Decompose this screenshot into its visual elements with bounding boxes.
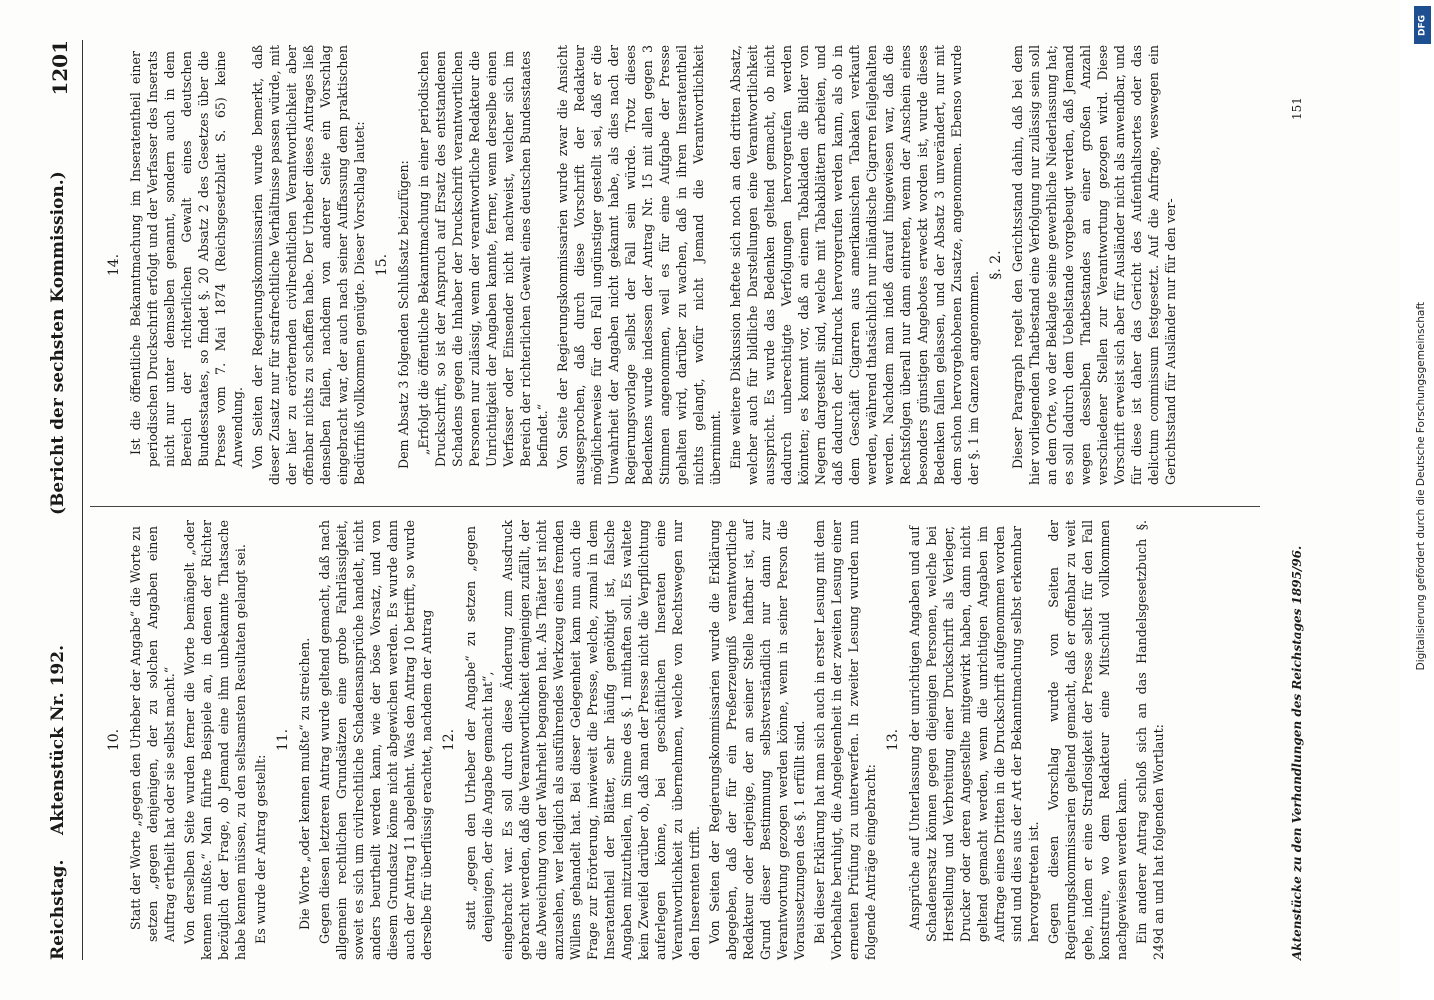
paragraph: Von Seiten der Regierungskommissarien wurde bemerkt, daß dieser Zusatz nur für strafrechtliche Verhältnisse passen würde, mit der hier zu erörternden civilrechtlichen Verantwortlichkeit aber offenbar nichts zu schaffen habe. Der Urheber dieses Antrages ließ denselben fallen, nachdem von anderer Seite ein Vorschlag eingebracht war, der auch nach seiner Auffassung dem praktischen Bedürfniß vollkommen genügte. Dieser Vorschlag lautet: [250,45,367,485]
paragraph: Ansprüche auf Unterlassung der unrichtigen Angaben und auf Schadenersatz können gegen diejenigen Personen, welche bei Herstellung und Verbreitung einer Druckschrift als Verleger, Drucker oder deren Angestellte mitgewirkt haben, dann nicht geltend gemacht werden, wenn die unrichtigen Angaben im Auftrage eines Dritten in die Druckschrift aufgenommen worden sind und dies aus der Art der Bekanntmachung selbst erkennbar hervorgetreten ist. [907,526,1041,942]
paragraph: Statt der Worte „gegen den Urheber der Angabe“ die Worte zu setzen „gegen denjenigen, der zu solchen Angaben einen Auftrag ertheilt hat oder sie selbst macht.“ [128,526,177,942]
page-number: 1201 [48,40,72,96]
paragraph: Ein anderer Antrag schloß sich an das Handelsgesetzbuch §. 249d an und hat folgenden Wortlaut: [1134,520,1166,960]
section-number-10: 10. [106,728,122,752]
header-reichstag: Reichstag. [48,859,68,960]
dfg-side-stamp [1412,0,1434,1000]
section-number-15: 15. [374,253,390,277]
paragraph: Die Worte „oder kennen mußte“ zu streichen. [297,637,312,930]
paragraph: Bei dieser Erklärung hat man sich auch in erster Lesung mit dem Vorbehalte beruhigt, die Angelegenheit in der zweiten Lesung einer erneuten Prüfung zu unterwerfen. In zweiter Lesung wurden nun folgende Anträge eingebracht: [812,520,878,960]
dfg-funding-note: Digitalisierung gefördert durch die Deutsche Forschungsgemeinschaft [1415,301,1427,670]
right-column [100,45,1182,485]
paragraph: Von Seite der Regierungskommissarien wurde zwar die Ansicht ausgesprochen, daß durch diese Vorschrift der Redakteur möglicherweise für den Fall ungünstiger gestellt sei, daß er die Unwahrheit der Angaben nicht gekannt habe, als dies nach der Regierungsvorlage selbst der Fall sein würde. Trotz dieses Bedenkens wurde indessen der Antrag Nr. 15 mit allen gegen 3 Stimmen angenommen, weil es für eine Aufgabe der Presse gehalten wird, darüber zu wachen, daß in ihren Inseratentheil nichts gelangt, wofür nicht Jemand die Verantwortlichkeit übernimmt. [555,45,723,485]
paragraph: Dieser Paragraph regelt den Gerichtsstand dahin, daß bei dem hier vorliegenden Thatbestand eine Verfolgung nur zulässig sein soll an dem Orte, wo der Beklagte seine gewerbliche Niederlassung hat; es soll dadurch dem Uebelstande vorgebeugt werden, daß Jemand wegen desselben Thatbestandes an einer großen Anzahl verschiedener Stellen zur Verantwortung gezogen wird. Diese Vorschrift erweist sich aber für Ausländer nicht als anwendbar, und für diese ist daher das Gericht des Aufenthaltsortes oder das delictum commissum festgesetzt. Auf die Anfrage, weswegen ein Gerichtsstand für Ausländer nur für den ver- [1010,45,1178,485]
paragraph: „Erfolgt die öffentliche Bekanntmachung in einer periodischen Druckschrift, so ist der Anspruch auf Ersatz des entstandenen Schadens gegen die Inhaber der Druckschrift verantwortlichen Personen nur zulässig, wenn der verantwortliche Redakteur die Unrichtigkeit der Angaben kannte, ferner, wenn derselbe einen Verfasser oder Einsender nicht nachweist, welcher sich im Bereich der richterlichen Gewalt eines deutschen Bundesstaates befindet.“ [416,51,550,467]
section-paragraph-2: §. 2. [988,250,1004,280]
paragraph: eingebracht war. Es soll durch diese Änderung zum Ausdruck gebracht werden, daß die Verantwortlichkeit demjenigen zufällt, der die Abweichung von der Wahrheit begangen hat. Als Thäter ist nicht anzusehen, wer lediglich als ausführendes Werkzeug eines fremden Willens gehandelt hat. Bei dieser Gelegenheit kam nun auch die Frage zur Erörterung, inwieweit die Presse, welche, zumal in dem Inseratentheil der Blätter, sehr häufig genöthigt ist, falsche Angaben mitzutheilen, im Sinne des §. 1 mithaften soll. Es waltete kein Zweifel darüber ob, daß man der Presse nicht die Verpflichtung auferlegen könne, bei geschäftlichen Inseraten eine Verantwortlichkeit zu übernehmen, welche von Rechtswegen nur den Inserenten trifft. [500,520,702,960]
left-column [100,520,1170,960]
footer-signature: 151 [1290,97,1304,120]
section-number-11: 11. [275,728,291,752]
paragraph: Ist die öffentliche Bekanntmachung im Inseratentheil einer periodischen Druckschrift erfolgt und der Verfasser des Inserats nicht nur unter demselben genannt, sondern auch in dem Bereich der richterlichen Gewalt eines deutschen Bundesstaates, so findet §. 20 Absatz 2 des Gesetzes über die Presse vom 7. Mai 1874 (Reichsgesetzblatt S. 65) keine Anwendung. [128,51,245,467]
paragraph: Gegen diesen Vorschlag wurde von Seiten der Regierungskommissarien geltend gemacht, daß er offenbar zu weit gehe, indem er eine Straflosigkeit der Presse selbst für den Fall konstruire, wo dem Redakteur eine Mitschuld vollkommen nachgewiesen werden kann. [1046,520,1129,960]
footer-series-title: Aktenstücke zu den Verhandlungen des Reichstages 1895/96. [1290,545,1304,960]
header-document-number: Aktenstück Nr. 192. [48,644,68,835]
dfg-logo-icon: DFG [1414,6,1431,44]
section-number-12: 12. [441,728,457,752]
header-report-title: (Bericht der sechsten Kommission.) [48,171,68,515]
paragraph: Gegen diesen letzteren Antrag wurde geltend gemacht, daß nach allgemein rechtlichen Grundsätzen eine grobe Fahrlässigkeit, soweit es sich um civilrechtliche Schadensansprüche handelt, nicht anders beurtheilt werden kann, wie der böse Vorsatz, und von diesem Grundsatz könne nicht abgewichen werden. Es wurde dann auch der Antrag 11 abgelehnt. Was den Antrag 10 betrifft, so wurde derselbe für überflüssig erachtet, nachdem der Antrag [317,520,434,960]
column-rule [90,506,1260,507]
paragraph: Von Seiten der Regierungskommissarien wurde die Erklärung abgegeben, daß der für ein Preßerzeugniß verantwortliche Redakteur oder derjenige, der an seiner Stelle haftbar ist, auf Grund dieser Bestimmung selbstverständlich nur dann zur Verantwortung gezogen werden könne, wenn in seiner Person die Voraussetzungen des §. 1 erfüllt sind. [707,520,807,960]
paragraph: Es wurde der Antrag gestellt: [253,754,268,944]
paragraph: Von derselben Seite wurden ferner die Worte bemängelt „oder kennen mußte.“ Man führte Beispiele an, in denen der Richter bezüglich der Frage, ob Jemand eine ihm unbekannte Thatsache habe kennen müssen, zu den seltsamsten Resultaten gelangt sei. [182,520,248,960]
header-rule [82,40,83,960]
running-header [48,40,78,960]
paragraph: statt „gegen den Urheber der Angabe“ zu setzen „gegen denjenigen, der die Angabe gemacht hat“, [463,526,495,942]
paragraph: Eine weitere Diskussion heftete sich noch an den dritten Absatz, welcher auch für bildliche Darstellungen eine Verantwortlichkeit ausspricht. Es wurde das Bedenken geltend gemacht, ob nicht dadurch unberechtigte Verfolgungen hervorgerufen werden könnten; es kommt vor, daß an einem Tabakladen die Bilder von Negern dargestellt sind, welche mit Tabakblättern arbeiten, und daß dadurch der Eindruck hervorgerufen werden kann, als ob in dem Geschäft Cigarren aus amerikanischen Tabaken verkauft werden, während thatsächlich nur inländische Cigarren feilgehalten werden. Nachdem man indeß darauf hingewiesen war, daß die Rechtsfolgen überall nur dann eintreten, wenn der Anschein eines besonders günstigen Angebotes erweckt worden ist, wurde dieses Bedenken fallen gelassen, und der Absatz 3 unverändert, nur mit dem schon hervorgehobenen Zusatze, angenommen. Ebenso wurde der §. 1 im Ganzen angenommen. [728,45,981,485]
section-number-14: 14. [106,253,122,277]
paragraph: Dem Absatz 3 folgenden Schlußsatz beizufügen: [396,160,411,469]
section-number-13: 13. [885,728,901,752]
